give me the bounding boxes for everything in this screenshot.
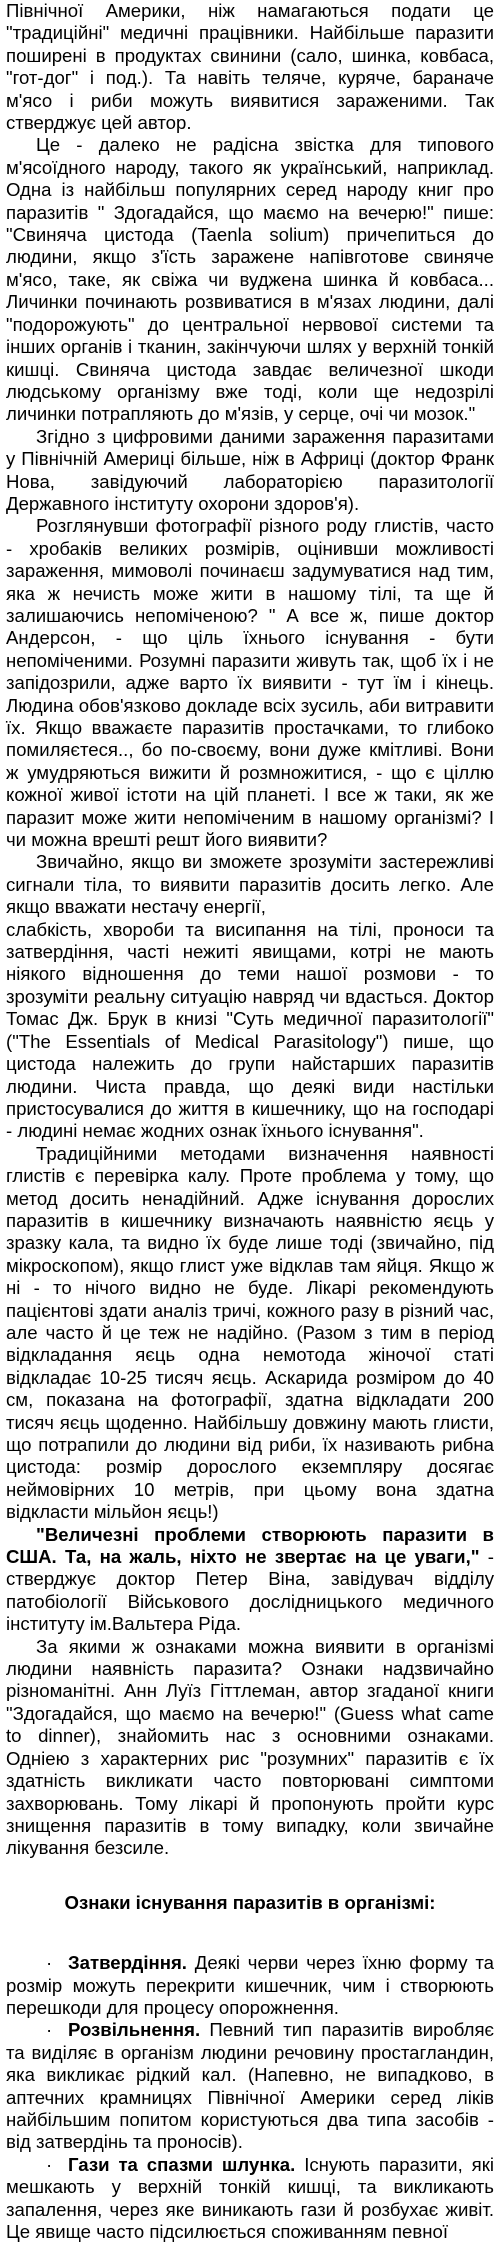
quote-rest: - стверджує доктор Петер Віна, завідувач відділу патобіології Військового дослідницького медичного інституту ім.Вальтера Ріда. — [6, 1546, 495, 1635]
paragraph: Традиційними методами визначення наявності глистів є перевірка калу. Проте проблема у тому, що метод досить ненадійний. Адже існування дорослих паразитів в кишечнику визначають наявністю яєць у зразку кала, та видно їх буде лише тоді (звичайно, під мікроскопом), якщо глист уже відклав там яйця. Якщо ж ні - то нічого видно не буде. Лікарі рекомендують пацієнтові здати аналіз тричі, кожного разу в різний час, але часто й це теж не надійно. (Разом з тим в період відкладання яєць одна немотода жіночої статі відкладає 10-25 тисяч яєць. Аскарида розміром до 40 см, показана на фотографії, здатна відкладати 200 тисяч яєць щоденно. Найбільшу довжину мають глисти, що потрапили до людини від риби, їх називають рибна цистода: розмір дорослого екземпляру досягає неймовірних 10 метрів, при цьому вона здатна відкласти мільйон яєць!) — [6, 1142, 494, 1523]
section-title: Ознаки існування паразитів в організмі: — [64, 1891, 436, 1913]
bullet-marker: · — [46, 2019, 53, 2041]
bullet-text: Певний тип паразитів виробляє та виділяє в організм людини речовину простагландин, яка викликає рідкий кал. (Напевно, не випадково, в аптечних крамницях Північної Америки серед ліків найбільшим попитом користуються два типа засобів - від затвердінь та проносів). — [6, 2019, 494, 2153]
bullet-title: Розвільнення. — [68, 2019, 201, 2041]
paragraph: Звичайно, якщо ви зможете зрозуміти застережливі сигнали тіла, то виявити паразитів досить легко. Але якщо вважати нестачу енергії, — [6, 851, 494, 918]
quote-bold: "Величезні проблеми створюють паразити в США. Та, на жаль, ніхто не звертає на це уваги," — [6, 1523, 494, 1568]
paragraph: слабкість, хвороби та висипання на тілі, проноси та затвердіння, часті нежиті явищами, котрі не мають ніякого відношення до теми нашої розмови - то зрозуміти реальну ситуацію навряд чи вдасться. Доктор Томас Дж. Брук в книзі "Суть медичної паразитології" ("The Essentials of Medical Parasitology") пише, що цистода належить до групи найстарших паразитів людини. Чиста правда, що деякі види настільки пристосувалися до життя в кишечнику, що на господарі - людині немає жодних ознак їхнього існування". — [6, 918, 494, 1142]
paragraph: Це - далеко не радісна звістка для типового м'ясоїдного народу, такого як український, наприклад. Одна із найбільш популярних серед народу книг про паразитів " Здогадайся, що маємо на вечерю!" пише: "Свиняча цистода (Taenla solium) причепиться до людини, якщо з'їсть заражене напівготове свиняче м'ясо, таке, як свіжа чи вуджена шинка й ковбаса... Личинки починають розвиватися в м'язах людини, далі "подорожують" до центральної нервової системи та інших органів і тканин, закінчуючи шлях у верхній тонкій кишці. Свиняча цистода завдає величезної шкоди людському організму вже тоді, коли ще недозрілі личинки потрапляють до м'язів, у серце, очі чи мозок." — [6, 134, 494, 425]
bullet-item — [6, 2019, 494, 2153]
paragraph: За якими ж ознаками можна виявити в організмі людини наявність паразита? Ознаки надзвичайно різноманітні. Анн Луїз Гіттлеман, автор згаданої книги "Здогадайся, що маємо на вечерю!" (Guess what came to dinner), знайомить нас з основними ознаками. Одніею з характерних рис "розумних" паразитів є їх здатність викликати часто повторювані симптоми захворювань. Тому лікарі й пропонують пройти курс знищення паразитів в тому випадку, коли звичайне лікування безсиле. — [6, 1635, 494, 1859]
paragraph: Згідно з цифровими даними зараження паразитами у Північній Америці більше, ніж в Африці (доктор Франк Нова, завідуючий лабораторією паразитології Державного інституту охорони здоров'я). — [6, 425, 494, 514]
bullet-title: Затвердіння. — [68, 1952, 187, 1974]
bullet-item — [6, 1952, 494, 2019]
quote-paragraph — [6, 1524, 494, 1636]
bullet-marker: · — [46, 1952, 53, 1974]
bullet-text: Деякі черви через їхню форму та розмір можуть перекрити кишечник, чим і створюють перешкоди для процесу опорожнення. — [6, 1952, 494, 2018]
bullet-title: Гази та спазми шлунка. — [68, 2153, 296, 2175]
bullet-marker: · — [46, 2153, 53, 2175]
paragraph: Розглянувши фотографії різного роду глистів, часто - хробаків великих розмірів, оцінивши можливості зараження, мимоволі починаєш задумуватися над тим, яка ж нечисть може жити в нашому тілі, та ще й залишаючись непоміченою? " А все ж, пише доктор Андерсон, - що ціль їхнього існування - бути непоміченими. Розумні паразити живуть так, щоб їх і не запідозрили, адже варто їх виявити - тут їм і кінець. Людина обов'язково докладе всіх зусиль, аби витравити їх. Якщо вважаєте паразитів простачками, то глибоко помиляєтеся.., бо по-своєму, вони дуже кмітливі. Вони ж умудряються вижити й розмножитися, - що є ціллю кожної живої істоти на цій планеті. І все ж таки, як же паразит може жити непоміченим в нашому організмі? І чи можна врешті решт його виявити? — [6, 515, 494, 851]
bullet-text: Існують паразити, які мешкають у верхній тонкій кишці, та викликають запалення, через яке виникають гази й розбухає живіт. Це явище часто підсилюється споживанням певної — [6, 2153, 494, 2242]
bullet-item — [6, 2154, 494, 2243]
paragraph: Північної Америки, ніж намагаються подати це "традиційні" медичні працівники. Найбільше паразити поширені в продуктах свинини (сало, шинка, ковбаса, "гот-дог" і под.). Та навіть теляче, куряче, бараначе м'ясо і риби можуть виявитися зараженими. Так стверджує цей автор. — [6, 0, 494, 134]
